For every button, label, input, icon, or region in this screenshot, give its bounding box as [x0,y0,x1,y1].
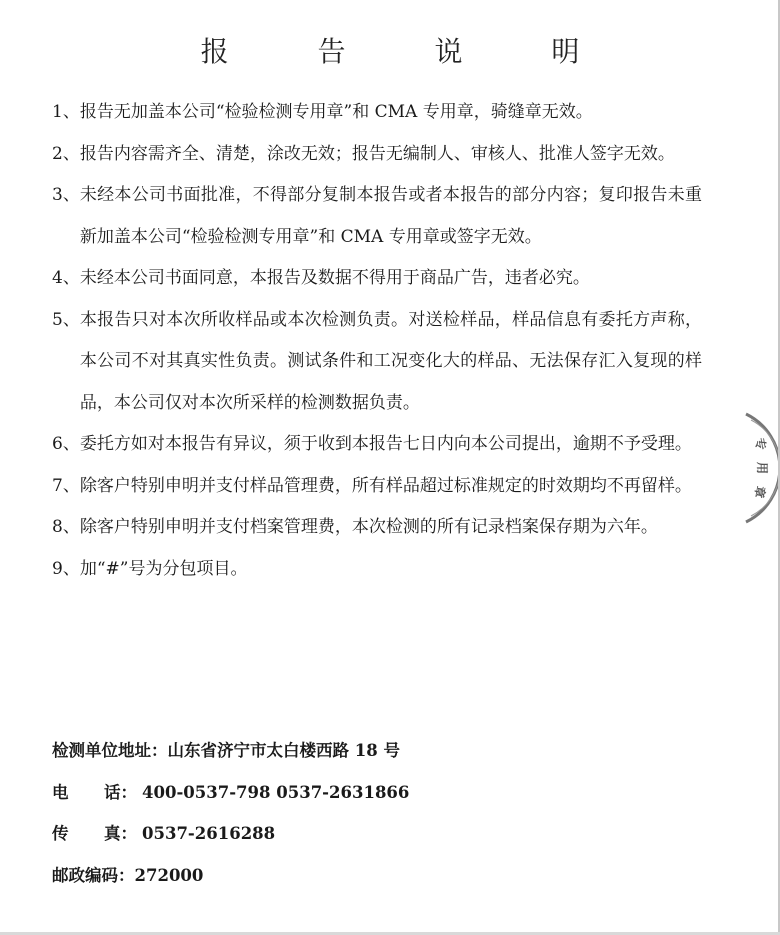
phone-label [52,772,142,814]
list-item [52,258,702,300]
address-row [52,730,409,772]
phone-label-part2: 话： [104,782,137,802]
item-number: 4、 [52,268,80,288]
postcode-value: 272000 [134,865,204,885]
item-text: 未经本公司书面批准，不得部分复制本报告或者本报告的部分内容；复印报告未重新加盖本公司“检验检测专用章”和 CMA 专用章或签字无效。 [79,185,702,247]
svg-text:专: 专 [752,436,769,452]
item-text: 除客户特别申明并支付样品管理费，所有样品超过标准规定的时效期均不再留样。 [79,475,692,496]
page-title: 报 告 说 明 [200,35,620,68]
phone-row [52,772,409,814]
item-text: 报告内容需齐全、清楚，涂改无效；报告无编制人、审核人、批准人签字无效。 [79,143,675,164]
item-text: 加“#”号为分包项目。 [79,558,248,579]
item-number: 9、 [52,558,80,579]
list-item [52,300,702,425]
list-item [52,134,702,176]
item-number: 7、 [52,475,80,496]
item-text: 未经本公司书面同意，本报告及数据不得用于商品广告，违者必究。 [79,268,590,288]
item-text: 委托方如对本报告有异议，须于收到本报告七日内向本公司提出，逾期不予受理。 [79,434,692,454]
item-text: 本报告只对本次所收样品或本次检测负责。对送检样品，样品信息有委托方声称，本公司不对其真实性负责。测试条件和工况变化大的样品、无法保存汇入复现的样品，本公司仅对本次所采样的检测数据负责。 [79,309,702,413]
svg-text:章: 章 [751,484,768,500]
item-number: 2、 [52,143,80,164]
phone-label-part1: 电 [52,782,69,802]
item-number: 1、 [52,102,80,122]
list-item [52,175,702,258]
fax-row [52,813,409,855]
phone-value: 400-0537-798 0537-2631866 [142,782,410,802]
item-number: 5、 [52,309,80,330]
item-text: 除客户特别申明并支付档案管理费，本次检测的所有记录档案保存期为六年。 [79,517,658,537]
postcode-label: 邮政编码： [52,865,135,885]
fax-label-part1: 传 [52,824,69,843]
seal-icon [742,412,778,524]
list-item [52,466,702,508]
list-item [52,92,702,134]
seal-stamp-fragment [742,412,778,524]
item-number: 3、 [52,185,80,205]
statement-list [52,92,702,590]
list-item [52,424,702,466]
svg-text:用: 用 [755,462,769,475]
address-value: 山东省济宁市太白楼西路 18 号 [167,741,400,760]
item-text: 报告无加盖本公司“检验检测专用章”和 CMA 专用章，骑缝章无效。 [79,102,593,122]
contact-block [52,730,409,896]
postcode-row [52,855,409,897]
fax-value: 0537-2616288 [142,824,276,843]
item-number: 8、 [52,517,80,537]
fax-label-part2: 真： [104,824,137,843]
list-item [52,549,702,591]
item-number: 6、 [52,434,80,454]
list-item [52,507,702,549]
fax-label [52,813,142,855]
address-label: 检测单位地址： [52,741,168,760]
